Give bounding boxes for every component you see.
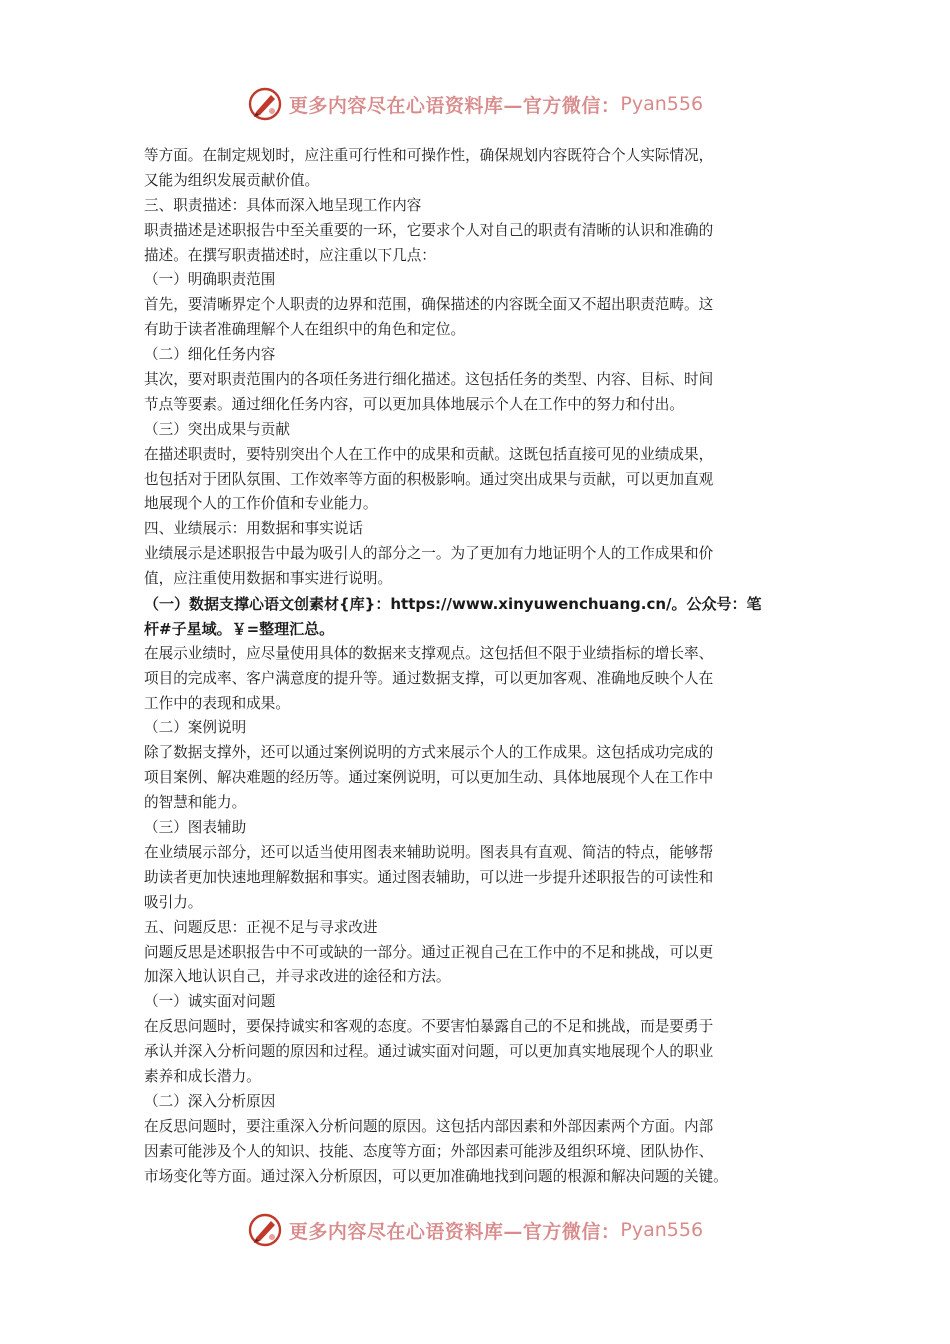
body-line: 也包括对于团队氛围、工作效率等方面的积极影响。通过突出成果与贡献，可以更加直观 <box>144 470 714 488</box>
subsection-heading: （二）案例说明 <box>144 719 247 737</box>
body-line: 市场变化等方面。通过深入分析原因，可以更加准确地找到问题的根源和解决问题的关键。 <box>144 1167 728 1185</box>
header-banner-text: 更多内容尽在心语资料库—官方微信： <box>288 94 621 117</box>
body-line: 除了数据支撑外，还可以通过案例说明的方式来展示个人的工作成果。这包括成功完成的 <box>144 744 714 762</box>
body-line: 在描述职责时，要特别突出个人在工作中的成果和贡献。这既包括直接可见的业绩成果， <box>144 445 714 463</box>
body-line: 项目案例、解决难题的经历等。通过案例说明，可以更加生动、具体地展现个人在工作中 <box>144 769 714 787</box>
footer-banner-text: 更多内容尽在心语资料库—官方微信： <box>288 1220 621 1243</box>
body-line: 其次，要对职责范围内的各项任务进行细化描述。这包括任务的类型、内容、目标、时间 <box>144 371 714 389</box>
pen-logo-icon <box>247 86 283 122</box>
body-line: 职责描述是述职报告中至关重要的一环，它要求个人对自己的职责有清晰的认识和准确的 <box>144 221 714 239</box>
subsection-heading: （三）突出成果与贡献 <box>144 420 290 438</box>
subsection-heading: （二）深入分析原因 <box>144 1092 276 1110</box>
footer-banner <box>0 1208 950 1252</box>
bold-subsection-heading: 杆#子星域。￥=整理汇总。 <box>144 619 335 638</box>
section-heading: 四、业绩展示：用数据和事实说话 <box>144 520 363 538</box>
body-line: 值，应注重使用数据和事实进行说明。 <box>144 570 393 588</box>
body-line: 承认并深入分析问题的原因和过程。通过诚实面对问题，可以更加真实地展现个人的职业 <box>144 1043 714 1061</box>
header-banner <box>0 82 950 126</box>
body-line: 在业绩展示部分，还可以适当使用图表来辅助说明。图表具有直观、简洁的特点，能够帮 <box>144 843 714 861</box>
subsection-heading: （一）明确职责范围 <box>144 271 276 289</box>
body-line: 在反思问题时，要保持诚实和客观的态度。不要害怕暴露自己的不足和挑战，而是要勇于 <box>144 1018 714 1036</box>
body-line: 吸引力。 <box>144 893 203 911</box>
body-line: 描述。在撰写职责描述时，应注重以下几点： <box>144 246 436 264</box>
body-line: 等方面。在制定规划时，应注重可行性和可操作性，确保规划内容既符合个人实际情况， <box>144 147 714 164</box>
body-line: 在反思问题时，要注重深入分析问题的原因。这包括内部因素和外部因素两个方面。内部 <box>144 1117 714 1135</box>
subsection-heading: （二）细化任务内容 <box>144 346 276 364</box>
body-line: 因素可能涉及个人的知识、技能、态度等方面；外部因素可能涉及组织环境、团队协作、 <box>144 1142 714 1160</box>
body-line: 节点等要素。通过细化任务内容，可以更加具体地展示个人在工作中的努力和付出。 <box>144 395 684 413</box>
document-body <box>144 144 808 1189</box>
pen-logo-icon <box>247 1212 283 1248</box>
body-line: 首先，要清晰界定个人职责的边界和范围，确保描述的内容既全面又不超出职责范畴。这 <box>144 296 714 314</box>
body-line: 又能为组织发展贡献价值。 <box>144 171 320 189</box>
subsection-heading: （一）诚实面对问题 <box>144 993 276 1011</box>
body-line: 工作中的表现和成果。 <box>144 694 290 712</box>
body-line: 素养和成长潜力。 <box>144 1067 261 1085</box>
body-line: 助读者更加快速地理解数据和事实。通过图表辅助，可以进一步提升述职报告的可读性和 <box>144 868 714 886</box>
subsection-heading: （三）图表辅助 <box>144 819 247 837</box>
header-banner-code: Pyan556 <box>620 93 704 115</box>
section-heading: 三、职责描述：具体而深入地呈现工作内容 <box>144 196 422 214</box>
body-line: 有助于读者准确理解个人在组织中的角色和定位。 <box>144 321 466 339</box>
bold-subsection-heading: （一）数据支撑心语文创素材{库}：https://www.xinyuwenchuang.cn/。公众号：笔 <box>144 595 762 614</box>
body-line: 项目的完成率、客户满意度的提升等。通过数据支撑，可以更加客观、准确地反映个人在 <box>144 669 714 687</box>
footer-banner-code: Pyan556 <box>620 1219 704 1241</box>
body-line: 地展现个人的工作价值和专业能力。 <box>144 495 378 513</box>
body-line: 在展示业绩时，应尽量使用具体的数据来支撑观点。这包括但不限于业绩指标的增长率、 <box>144 644 714 662</box>
body-line: 加深入地认识自己，并寻求改进的途径和方法。 <box>144 968 451 986</box>
body-line: 的智慧和能力。 <box>144 794 247 812</box>
section-heading: 五、问题反思：正视不足与寻求改进 <box>144 918 378 936</box>
body-line: 问题反思是述职报告中不可或缺的一部分。通过正视自己在工作中的不足和挑战，可以更 <box>144 943 714 961</box>
body-line: 业绩展示是述职报告中最为吸引人的部分之一。为了更加有力地证明个人的工作成果和价 <box>144 545 714 563</box>
